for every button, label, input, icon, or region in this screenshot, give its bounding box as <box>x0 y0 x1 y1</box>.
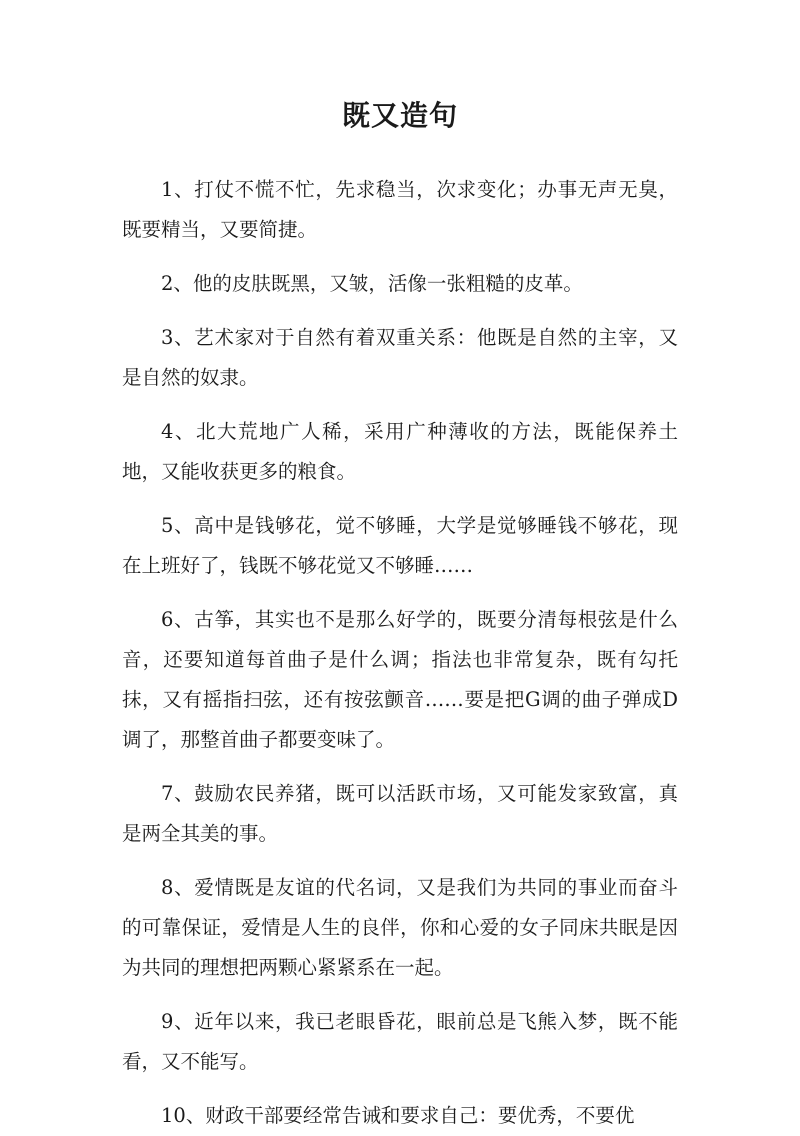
sentence-8: 8、爱情既是友谊的代名词，又是我们为共同的事业而奋斗的可靠保证，爱情是人生的良伴，你和心爱的女子同床共眠是因为共同的理想把两颗心紧紧系在一起。 <box>122 876 678 979</box>
sentence-5: 5、高中是钱够花，觉不够睡，大学是觉够睡钱不够花，现在上班好了，钱既不够花觉又不够睡…… <box>122 514 678 577</box>
sentence-6: 6、古筝，其实也不是那么好学的，既要分清每根弦是什么音，还要知道每首曲子是什么调；指法也非常复杂，既有勾托抹，又有摇指扫弦，还有按弦颤音……要是把G调的曲子弹成D调了，那整首曲子都要变味了。 <box>122 608 678 751</box>
sentence-2: 2、他的皮肤既黑，又皱，活像一张粗糙的皮革。 <box>161 272 583 295</box>
sentence-10: 10、财政干部要经常告诫和要求自己：要优秀，不要优 <box>161 1104 635 1127</box>
sentence-3: 3、艺术家对于自然有着双重关系：他既是自然的主宰，又是自然的奴隶。 <box>122 326 678 389</box>
sentence-1: 1、打仗不慌不忙，先求稳当，次求变化；办事无声无臭，既要精当，又要简捷。 <box>122 178 678 241</box>
sentence-4: 4、北大荒地广人稀，采用广种薄收的方法，既能保养土地，又能收获更多的粮食。 <box>122 420 678 483</box>
sentence-7: 7、鼓励农民养猪，既可以活跃市场，又可能发家致富，真是两全其美的事。 <box>122 782 678 845</box>
sentence-9: 9、近年以来，我已老眼昏花，眼前总是飞熊入梦，既不能看，又不能写。 <box>122 1010 678 1073</box>
document-title: 既又造句 <box>341 99 458 132</box>
